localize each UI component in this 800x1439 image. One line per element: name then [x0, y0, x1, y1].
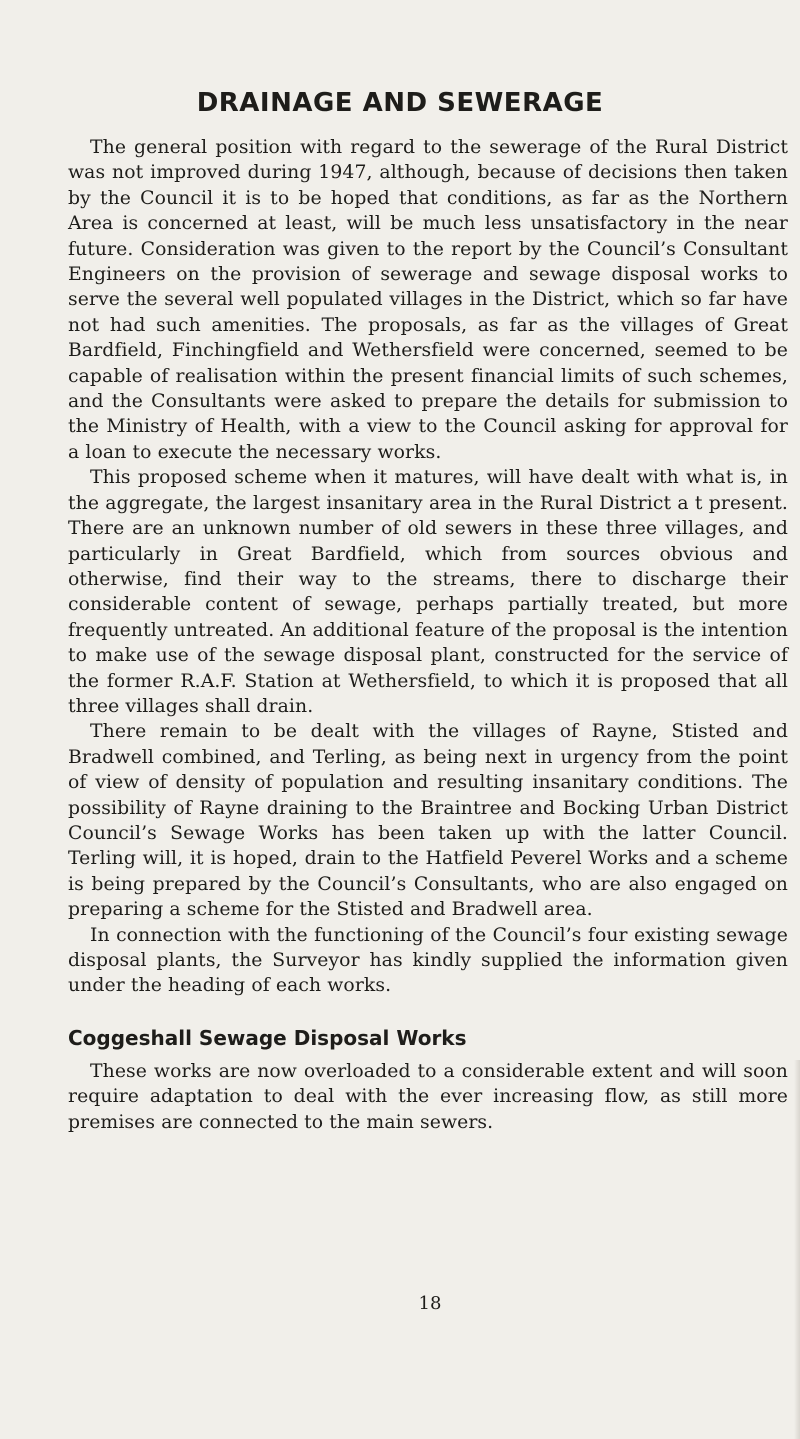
paragraph: There remain to be dealt with the villages of Rayne, Stisted and Bradwell combined, and Terling, as being next in urgency from the point of view of density of population and resulting insanitary conditions. The possibility of Rayne draining to the Braintree and Bocking Urban District Council’s Sewage Works has been taken up with the latter Council. Terling will, it is hoped, drain to the Hatfield Peverel Works and a scheme is being prepared by the Council’s Consultants, who are also engaged on preparing a scheme for the Stisted and Bradwell area.	[68, 721, 788, 921]
paragraph: In connection with the functioning of the Council’s four existing sewage disposal plants, the Surveyor has kindly supplied the information given under the heading of each works.	[68, 924, 788, 997]
body-text	[68, 135, 788, 1135]
paragraph: The general position with regard to the sewerage of the Rural District was not improved during 1947, although, because of decisions then taken by the Council it is to be hoped that conditions, as far as the Northern Area is concerned at least, will be much less unsatisfactory in the near future. Consideration was given to the report by the Council’s Consultant Engineers on the provision of sewerage and sewage disposal works to serve the several well populated villages in the District, which so far have not had such amenities. The proposals, as far as the villages of Great Bardfield, Finchingfield and Wethersfield were concerned, seemed to be capable of realisation within the present financial limits of such schemes, and the Consultants were asked to prepare the details for submission to the Ministry of Health, with a view to the Council asking for approval for a loan to execute the necessary works.	[68, 137, 788, 463]
page-number: 18	[418, 1293, 442, 1314]
paragraph: This proposed scheme when it matures, will have dealt with what is, in the aggregate, the largest insanitary area in the Rural District a t present. There are an unknown number of old sewers in these three villages, and particularly in Great Bardfield, which from sources obvious and otherwise, find their way to the streams, there to discharge their considerable content of sewage, perhaps partially treated, but more frequently untreated. An additional feature of the proposal is the intention to make use of the sewage disposal plant, constructed for the service of the former R.A.F. Station at Wethersfield, to which it is proposed that all three villages shall drain.	[68, 467, 788, 717]
page-edge-shadow	[794, 1060, 800, 1439]
section-paragraph: These works are now overloaded to a considerable extent and will soon require adaptation to deal with the ever increasing flow, as still more premises are connected to the main sewers.	[68, 1060, 788, 1133]
section-heading: Coggeshall Sewage Disposal Works	[68, 1025, 467, 1050]
page-title: DRAINAGE AND SEWERAGE	[196, 88, 604, 118]
